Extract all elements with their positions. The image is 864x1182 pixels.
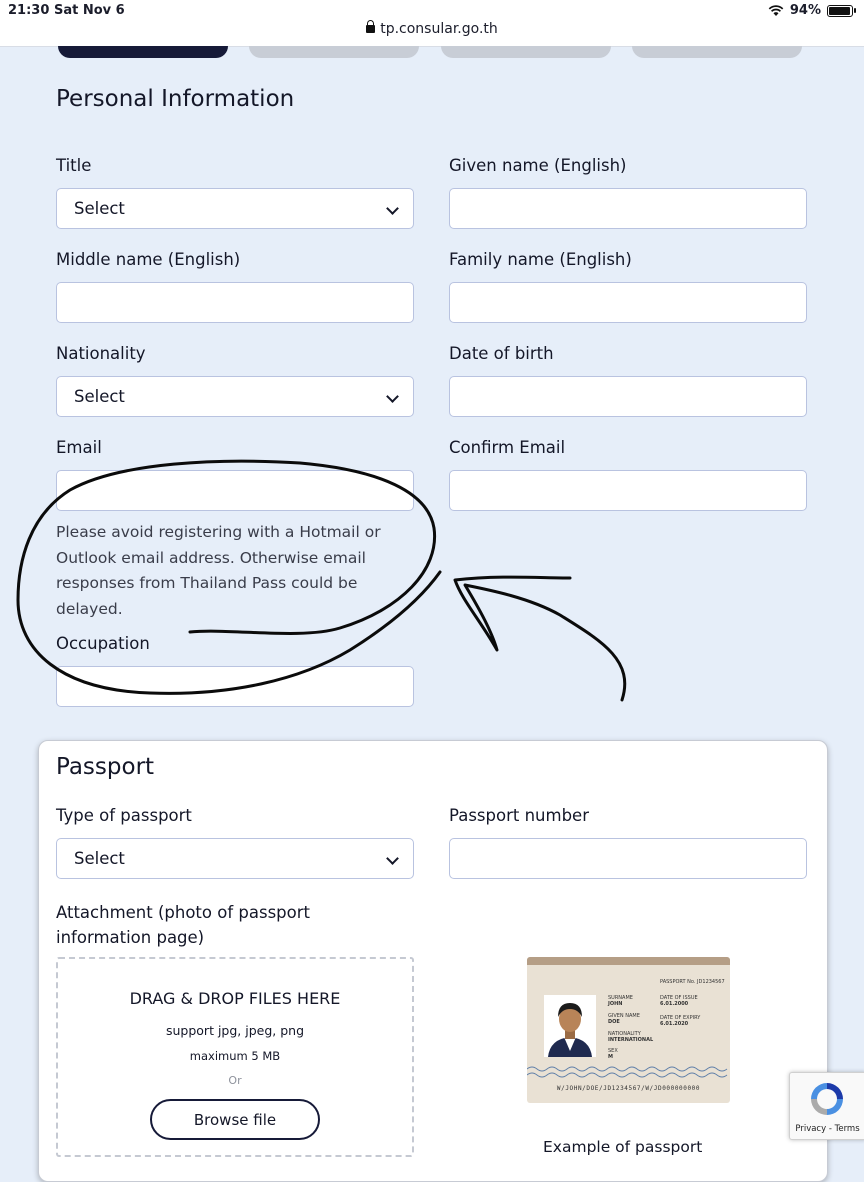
passport-mrz-line: W/JOHN/DOE/JD1234567/W/JD000000000 (556, 1085, 701, 1092)
step-3-indicator (441, 46, 611, 58)
passport-photo-icon (544, 995, 596, 1057)
personal-info-heading: Personal Information (56, 86, 295, 112)
browser-status-bar (0, 0, 864, 47)
chevron-down-icon (386, 202, 399, 215)
step-1-indicator (58, 46, 228, 58)
nationality-select[interactable] (56, 376, 414, 417)
dropzone-or: Or (228, 1074, 242, 1087)
recaptcha-icon (807, 1079, 847, 1119)
email-hint-line: Outlook email address. Otherwise email (56, 548, 366, 567)
confirm-email-input[interactable] (449, 470, 807, 511)
email-hint-line: delayed. (56, 599, 123, 618)
wifi-icon (768, 5, 784, 17)
passport-expiry-date: DATE OF EXPIRY 6.01.2020 (660, 1015, 701, 1027)
battery-icon (827, 5, 853, 17)
middle-name-input[interactable] (56, 282, 414, 323)
email-label: Email (56, 438, 102, 457)
lock-icon (366, 25, 375, 33)
given-name-input[interactable] (449, 188, 807, 229)
email-hint-line: responses from Thailand Pass could be (56, 574, 358, 592)
recaptcha-badge[interactable] (789, 1072, 864, 1140)
confirm-email-label: Confirm Email (449, 438, 566, 457)
dropzone-support-text: support jpg, jpeg, png (165, 1023, 305, 1038)
passport-surname: SURNAME JOHN (608, 995, 633, 1007)
step-4-indicator (632, 46, 802, 58)
passport-sex: SEX M (608, 1048, 618, 1060)
title-select-value: Select (74, 199, 125, 218)
passport-type-value: Select (74, 849, 125, 868)
recaptcha-links[interactable]: Privacy - Terms (795, 1124, 860, 1134)
browse-file-button[interactable]: Browse file (150, 1099, 320, 1140)
email-hint (56, 520, 426, 622)
url-text: tp.consular.go.th (380, 21, 498, 37)
passport-number-label: Passport number (449, 806, 589, 825)
chevron-down-icon (386, 390, 399, 403)
passport-issue-date: DATE OF ISSUE 6.01.2000 (660, 995, 698, 1007)
example-caption: Example of passport (543, 1138, 703, 1156)
file-dropzone[interactable] (56, 957, 414, 1157)
passport-type-select[interactable] (56, 838, 414, 879)
occupation-input[interactable] (56, 666, 414, 707)
email-input[interactable] (56, 470, 414, 511)
dob-label: Date of birth (449, 344, 554, 363)
example-passport-image (527, 957, 730, 1103)
given-name-label: Given name (English) (449, 156, 627, 175)
occupation-label: Occupation (56, 634, 150, 653)
title-select[interactable] (56, 188, 414, 229)
passport-type-label: Type of passport (56, 806, 192, 825)
dob-input[interactable] (449, 376, 807, 417)
attachment-label-line: Attachment (photo of passport (56, 903, 310, 922)
attachment-label (56, 900, 310, 950)
passport-number-text: PASSPORT No. JD1234567 (660, 979, 725, 985)
chevron-down-icon (386, 852, 399, 865)
status-time: 21:30 (8, 3, 50, 18)
dropzone-title: DRAG & DROP FILES HERE (129, 989, 341, 1008)
step-2-indicator (249, 46, 419, 58)
passport-top-band (527, 957, 730, 965)
passport-number-input[interactable] (449, 838, 807, 879)
passport-wave-pattern (527, 1065, 730, 1079)
annotation-arrow (455, 577, 625, 700)
family-name-input[interactable] (449, 282, 807, 323)
nationality-label: Nationality (56, 344, 146, 363)
battery-percent: 94% (789, 3, 821, 18)
status-date: Sat Nov 6 (54, 3, 125, 18)
dropzone-max-size: maximum 5 MB (189, 1049, 281, 1063)
nationality-select-value: Select (74, 387, 125, 406)
family-name-label: Family name (English) (449, 250, 632, 269)
address-bar[interactable] (0, 21, 864, 37)
attachment-label-line: information page) (56, 928, 205, 947)
battery-nub (854, 8, 856, 13)
email-hint-line: Please avoid registering with a Hotmail or (56, 523, 381, 541)
passport-heading: Passport (56, 754, 155, 780)
passport-given-name: GIVEN NAME DOE (608, 1013, 640, 1025)
passport-nationality: NATIONALITY INTERNATIONAL (608, 1031, 654, 1043)
middle-name-label: Middle name (English) (56, 250, 241, 269)
title-label: Title (56, 156, 92, 175)
status-indicators (768, 3, 856, 18)
